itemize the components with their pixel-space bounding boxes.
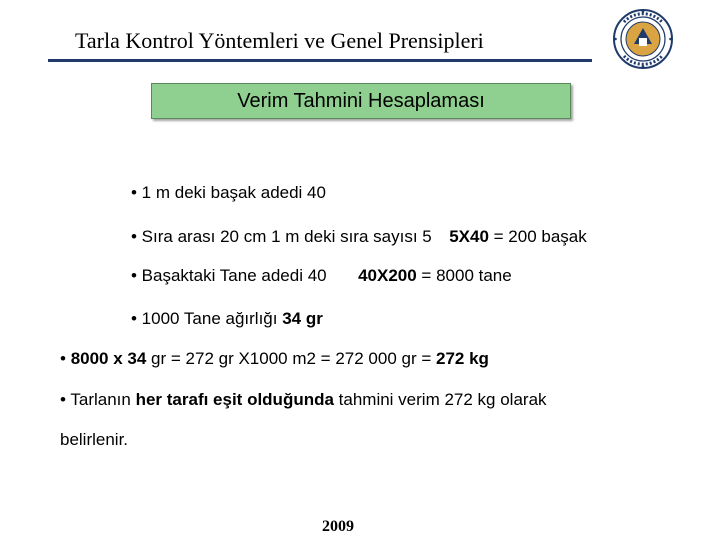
bullet-text: = 200 başak [488, 227, 587, 246]
bullet-line-5 [60, 349, 489, 369]
bullet-bold-text: 8000 x 34 [70, 349, 147, 368]
bullet-text: • Tarlanın [60, 390, 136, 409]
bullet-bold-text: 34 gr [282, 309, 323, 328]
bullet-text: • Sıra arası 20 cm 1 m deki sıra sayısı 5 [131, 227, 432, 246]
bullet-line-6 [60, 390, 547, 410]
bullet-line-6-continuation [60, 430, 128, 450]
bullet-text: • [60, 349, 71, 368]
bullet-text: • Başaktaki Tane adedi 40 [131, 266, 327, 285]
footer-year: 2009 [322, 518, 354, 535]
header-title: Tarla Kontrol Yöntemleri ve Genel Prensipleri [75, 28, 484, 53]
university-seal-icon [612, 8, 674, 70]
section-title-box [151, 83, 571, 119]
bullet-text: gr = 272 gr X1000 m2 = 272 000 gr = [146, 349, 437, 368]
bullet-text: tahmini verim 272 kg olarak [333, 390, 547, 409]
bullet-bold-text: 40X200 [358, 266, 417, 285]
bullet-bold-text: her tarafı eşit olduğunda [135, 390, 334, 409]
bullet-line-2 [131, 227, 587, 247]
bullet-text: = 8000 tane [416, 266, 512, 285]
bullet-line-1 [131, 183, 326, 203]
bullet-text: belirlenir. [60, 430, 129, 449]
bullet-bold-text: 272 kg [436, 349, 489, 368]
section-title: Verim Tahmini Hesaplaması [237, 89, 485, 112]
header-divider [48, 59, 592, 62]
bullet-line-4 [131, 309, 323, 329]
bullet-line-3 [131, 266, 512, 286]
bullet-bold-text: 5X40 [449, 227, 489, 246]
bullet-text: • 1000 Tane ağırlığı [131, 309, 283, 328]
bullet-text: • 1 m deki başak adedi 40 [131, 183, 326, 202]
